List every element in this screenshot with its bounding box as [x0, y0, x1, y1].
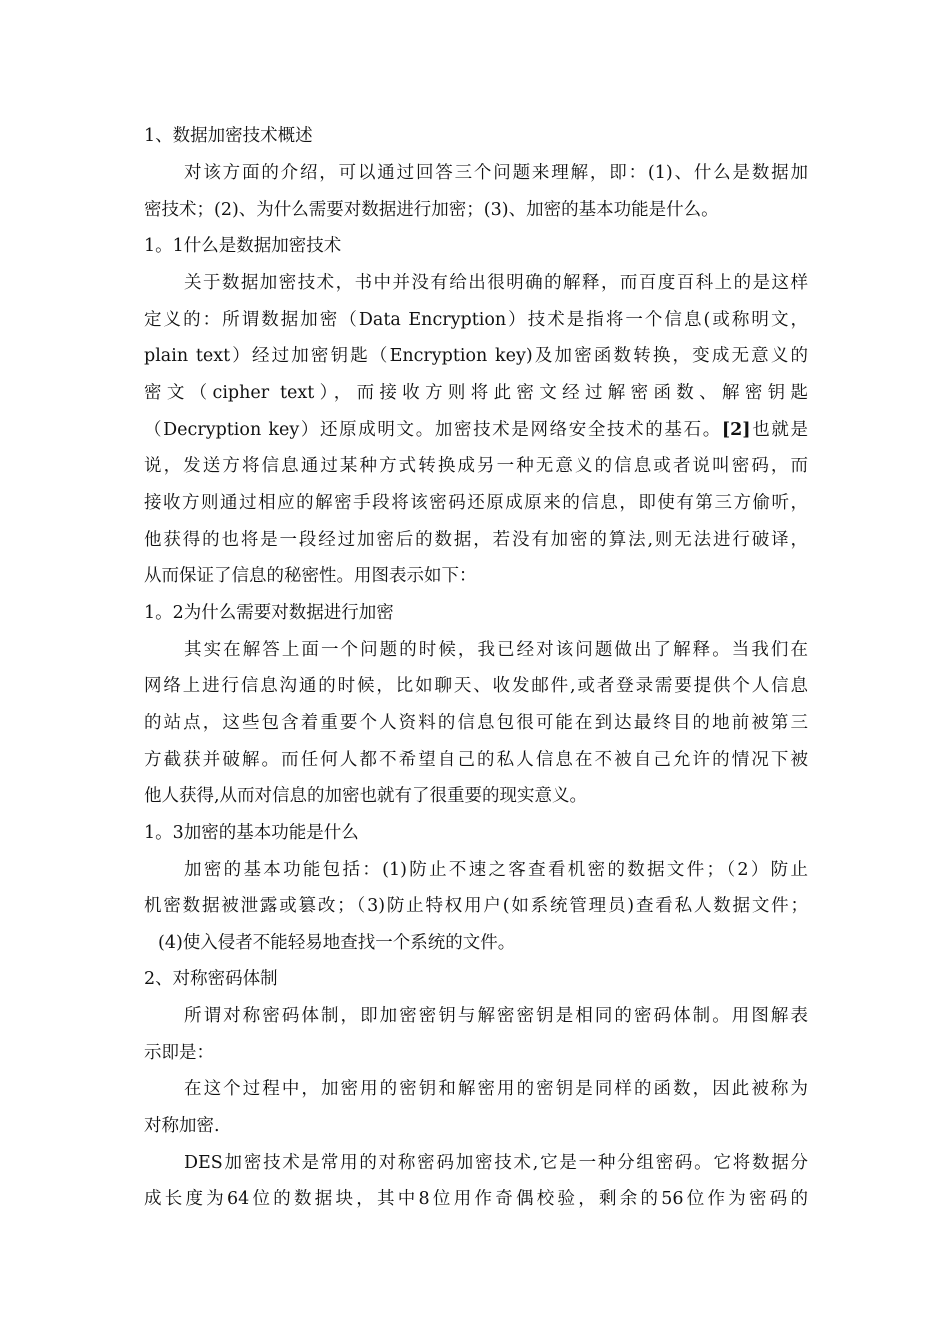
paragraph-line: 所谓对称密码体制，即加密密钥与解密密钥是相同的密码体制。用图解表: [184, 1006, 808, 1026]
paragraph-line: 网络上进行信息沟通的时候，比如聊天、收发邮件,或者登录需要提供个人信息: [144, 676, 808, 696]
paragraph-line: (4)使入侵者不能轻易地查找一个系统的文件。: [158, 933, 516, 953]
paragraph-line: 机密数据被泄露或篡改；（3)防止特权用户(如系统管理员)查看私人数据文件；: [144, 896, 808, 916]
paragraph-line-with-reference: （Decryption key）还原成明文。加密技术是网络安全技术的基石。[2]也就是: [144, 420, 808, 440]
paragraph-line: 他获得的也将是一段经过加密后的数据，若没有加密的算法,则无法进行破译，: [144, 530, 808, 550]
paragraph-line: 在这个过程中，加密用的密钥和解密用的密钥是同样的函数，因此被称为: [184, 1079, 808, 1099]
heading-2: 2、对称密码体制: [144, 969, 278, 989]
heading-1-3: 1。3加密的基本功能是什么: [144, 823, 359, 843]
paragraph-line: 其实在解答上面一个问题的时候，我已经对该问题做出了解释。当我们在: [184, 640, 808, 660]
paragraph-line: DES加密技术是常用的对称密码加密技术,它是一种分组密码。它将数据分: [184, 1153, 808, 1173]
paragraph-line: 说，发送方将信息通过某种方式转换成另一种无意义的信息或者说叫密码，而: [144, 456, 808, 476]
paragraph-line: 的站点，这些包含着重要个人资料的信息包很可能在到达最终目的地前被第三: [144, 713, 808, 733]
paragraph-line: 定义的：所谓数据加密（Data Encryption）技术是指将一个信息(或称明文，: [144, 310, 808, 330]
paragraph-line: 密文（cipher text），而接收方则将此密文经过解密函数、解密钥匙: [144, 383, 808, 403]
paragraph-line: 从而保证了信息的秘密性。用图表示如下：: [144, 566, 477, 586]
paragraph-line: 对称加密.: [144, 1116, 220, 1136]
paragraph-line: 密技术；(2)、为什么需要对数据进行加密；(3)、加密的基本功能是什么。: [144, 200, 719, 220]
heading-1-2: 1。2为什么需要对数据进行加密: [144, 603, 394, 623]
paragraph-line: 接收方则通过相应的解密手段将该密码还原成原来的信息，即使有第三方偷听，: [144, 493, 808, 513]
paragraph-line: 加密的基本功能包括：(1)防止不速之客查看机密的数据文件；（2）防止: [184, 860, 808, 880]
heading-1: 1、数据加密技术概述: [144, 126, 313, 146]
paragraph-line: 示即是：: [144, 1043, 214, 1063]
reference-marker: [2]: [721, 420, 751, 440]
paragraph-line: 成长度为64位的数据块，其中8位用作奇偶校验，剩余的56位作为密码的: [144, 1189, 808, 1209]
heading-1-1: 1。1什么是数据加密技术: [144, 236, 342, 256]
paragraph-line: 关于数据加密技术，书中并没有给出很明确的解释，而百度百科上的是这样: [184, 273, 808, 293]
paragraph-line: 他人获得,从而对信息的加密也就有了很重要的现实意义。: [144, 786, 588, 806]
paragraph-line: plain text）经过加密钥匙（Encryption key)及加密函数转换，变成无意义的: [144, 346, 808, 366]
paragraph-line: 对该方面的介绍，可以通过回答三个问题来理解，即：(1)、什么是数据加: [184, 163, 808, 183]
paragraph-line: 方截获并破解。而任何人都不希望自己的私人信息在不被自己允许的情况下被: [144, 750, 808, 770]
